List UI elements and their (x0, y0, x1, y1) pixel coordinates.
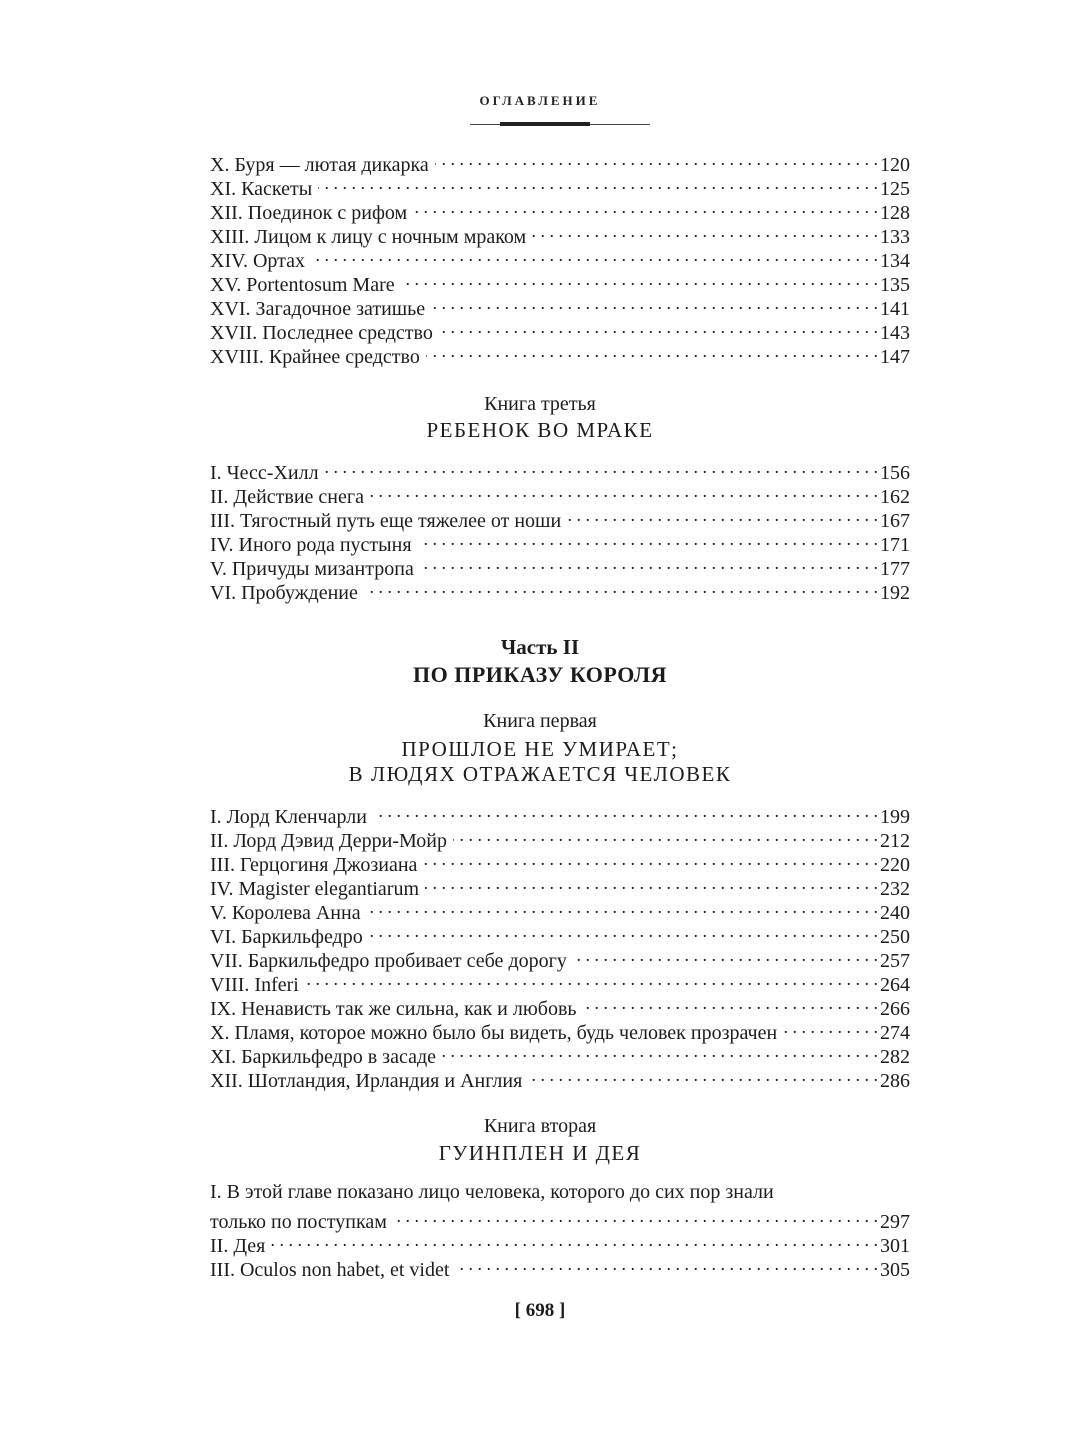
toc-entry[interactable]: XVIII. Крайнее средство . . . 147 (210, 339, 910, 363)
toc-entry[interactable]: XIII. Лицом к лицу с ночным мраком . . . 133 (210, 219, 910, 243)
toc-entry[interactable]: XI. Баркильфедро в засаде . . . 282 (210, 1039, 910, 1063)
toc-entry[interactable]: XII. Поединок с рифом . . . 128 (210, 195, 910, 219)
page-number: 177 (880, 558, 910, 580)
page-number: 286 (880, 1070, 910, 1092)
toc-entry[interactable]: X. Пламя, которое можно было бы видеть, будь человек прозрачен . . . 274 (210, 1015, 910, 1039)
page-number: 301 (880, 1235, 910, 1257)
page-number: 220 (880, 854, 910, 876)
toc-entry[interactable]: V. Причуды мизантропа . . . 177 (210, 551, 910, 575)
book-title: РЕБЕНОК ВО МРАКЕ (426, 418, 654, 442)
toc-entry[interactable]: III. Тягостный путь еще тяжелее от ноши . . . 167 (210, 503, 910, 527)
toc-entry[interactable]: I. Чесс-Хилл . . . 156 (210, 455, 910, 479)
page-number: 147 (880, 346, 910, 368)
toc-entry[interactable]: IV. Иного рода пустыня . . . 171 (210, 527, 910, 551)
page-number: 250 (880, 926, 910, 948)
running-head: ОГЛАВЛЕНИЕ (479, 93, 601, 108)
page-number: 212 (880, 830, 910, 852)
toc-entry[interactable]: X. Буря — лютая дикарка . . . 120 (210, 147, 910, 171)
page-number: 167 (880, 510, 910, 532)
toc-entry[interactable]: V. Королева Анна . . . 240 (210, 895, 910, 919)
toc-entry[interactable]: VIII. Inferi . . . 264 (210, 967, 910, 991)
page-number: 128 (880, 202, 910, 224)
toc-entry[interactable]: XI. Каскеты . . . 125 (210, 171, 910, 195)
page-number: 257 (880, 950, 910, 972)
part-title: ПО ПРИКАЗУ КОРОЛЯ (412, 662, 667, 687)
page-number: 305 (880, 1259, 910, 1281)
page-number: 134 (880, 250, 910, 272)
page-number: 156 (880, 462, 910, 484)
toc-entry[interactable]: IX. Ненависть так же сильна, как и любовь . . . 266 (210, 991, 910, 1015)
page-number: 125 (880, 178, 910, 200)
book-title: ГУИНПЛЕН И ДЕЯ (438, 1141, 642, 1165)
toc-entry[interactable]: XV. Portentosum Mare . . . 135 (210, 267, 910, 291)
toc-entry[interactable]: только по поступкам . . . 297 (210, 1204, 910, 1228)
book-label: Книга первая (483, 710, 597, 732)
header-rule-accent (500, 122, 590, 126)
page-folio: [ 698 ] (514, 1300, 566, 1321)
toc-entry[interactable]: VI. Баркильфедро . . . 250 (210, 919, 910, 943)
page-number: 133 (880, 226, 910, 248)
toc-entry[interactable]: I. Лорд Кленчарли . . . 199 (210, 799, 910, 823)
page-number: 162 (880, 486, 910, 508)
toc-block-book3 (210, 455, 910, 604)
book-label: Книга вторая (483, 1115, 597, 1137)
page-number: 141 (880, 298, 910, 320)
page-number: 297 (880, 1211, 910, 1233)
book-label: Книга третья (484, 393, 596, 415)
toc-entry[interactable]: II. Действие снега . . . 162 (210, 479, 910, 503)
page-number: 120 (880, 154, 910, 176)
book-title-line-1: ПРОШЛОЕ НЕ УМИРАЕТ; (401, 737, 679, 761)
part-label: Часть II (500, 635, 580, 659)
toc-entry[interactable]: XVII. Последнее средство . . . 143 (210, 315, 910, 339)
page-number: 240 (880, 902, 910, 924)
toc-entry[interactable]: III. Oculos non habet, et videt . . . 305 (210, 1252, 910, 1276)
toc-block-book1 (210, 799, 910, 1092)
toc-entry-line-1[interactable]: I. В этой главе показано лицо человека, которого до сих пор знали (210, 1181, 774, 1203)
page-number: 282 (880, 1046, 910, 1068)
toc-entry[interactable]: XIV. Ортах . . . 134 (210, 243, 910, 267)
toc-block-continued (210, 147, 910, 368)
toc-entry[interactable]: II. Лорд Дэвид Дерри-Мойр . . . 212 (210, 823, 910, 847)
toc-entry[interactable]: VII. Баркильфедро пробивает себе дорогу . . . 257 (210, 943, 910, 967)
page-number: 264 (880, 974, 910, 996)
toc-entry[interactable]: XVI. Загадочное затишье . . . 141 (210, 291, 910, 315)
page-number: 135 (880, 274, 910, 296)
book-title-line-2: В ЛЮДЯХ ОТРАЖАЕТСЯ ЧЕЛОВЕК (348, 762, 732, 786)
page-number: 232 (880, 878, 910, 900)
page-number: 171 (880, 534, 910, 556)
toc-entry[interactable]: XII. Шотландия, Ирландия и Англия . . . 286 (210, 1063, 910, 1087)
toc-entry[interactable]: IV. Magister elegantiarum . . . 232 (210, 871, 910, 895)
page-number: 192 (880, 582, 910, 604)
toc-block-book2 (210, 1180, 910, 1281)
toc-entry[interactable]: VI. Пробуждение . . . 192 (210, 575, 910, 599)
toc-entry[interactable]: II. Дея . . . 301 (210, 1228, 910, 1252)
page-number: 274 (880, 1022, 910, 1044)
page-number: 143 (880, 322, 910, 344)
toc-entry[interactable]: III. Герцогиня Джозиана . . . 220 (210, 847, 910, 871)
page-number: 266 (880, 998, 910, 1020)
page-number: 199 (880, 806, 910, 828)
